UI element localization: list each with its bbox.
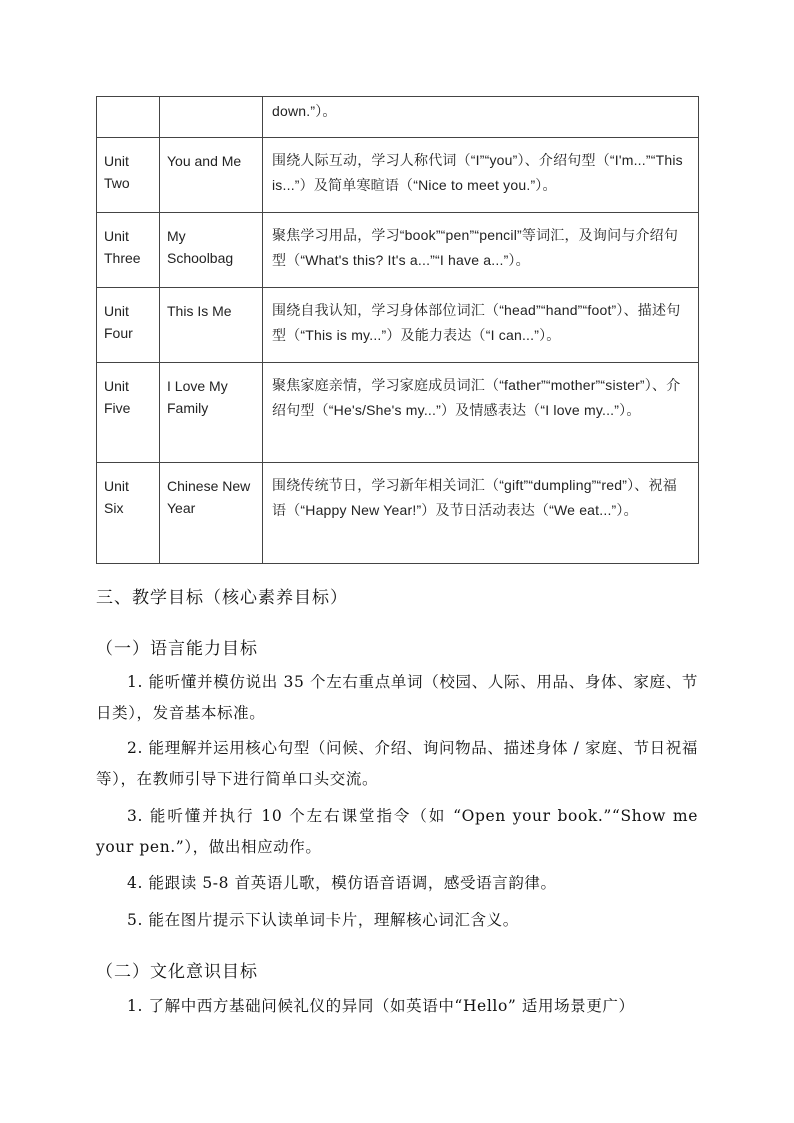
- unit-cell: Unit Six: [97, 463, 160, 564]
- table-row: [97, 138, 699, 213]
- unit-description-cell: 聚焦家庭亲情，学习家庭成员词汇（“father”“mother”“sister”）、介绍句型（“He's/She's my...”）及情感表达（“I love my...”）。: [263, 363, 699, 463]
- language-goal-item: 4. 能跟读 5-8 首英语儿歌，模仿语音语调，感受语言韵律。: [127, 874, 557, 892]
- unit-title-cell: My Schoolbag: [160, 213, 263, 288]
- table-row: [97, 213, 699, 288]
- section-heading: 三、教学目标（核心素养目标）: [96, 588, 348, 608]
- unit-title-cell: You and Me: [160, 138, 263, 213]
- culture-goals-heading: （二）文化意识目标: [96, 962, 258, 982]
- unit-cell: Unit Five: [97, 363, 160, 463]
- unit-cell: Unit Two: [97, 138, 160, 213]
- table-row: [97, 463, 699, 564]
- unit-description-cell: 围绕人际互动，学习人称代词（“I”“you”）、介绍句型（“I'm...”“This is...”）及简单寒暄语（“Nice to meet you.”）。: [263, 138, 699, 213]
- language-goal-item: 3. 能听懂并执行 10 个左右课堂指令（如 “Open your book.”“Show me your pen.”），做出相应动作。: [96, 807, 698, 856]
- table-row: [97, 363, 699, 463]
- culture-goal-item: 1. 了解中西方基础问候礼仪的异同（如英语中“Hello” 适用场景更广）: [127, 997, 635, 1015]
- language-goal-item: 5. 能在图片提示下认读单词卡片，理解核心词汇含义。: [127, 911, 519, 929]
- unit-description-cell: 聚焦学习用品，学习“book”“pen”“pencil”等词汇，及询问与介绍句型（“What's this? It's a...”“I have a...”）。: [263, 213, 699, 288]
- table-row: [97, 97, 699, 138]
- unit-cell: Unit Four: [97, 288, 160, 363]
- unit-title-cell: I Love My Family: [160, 363, 263, 463]
- unit-description-cell: 围绕自我认知，学习身体部位词汇（“head”“hand”“foot”）、描述句型（“This is my...”）及能力表达（“I can...”）。: [263, 288, 699, 363]
- unit-cell: Unit Three: [97, 213, 160, 288]
- unit-title-cell: [160, 97, 263, 138]
- language-goal-item: 1. 能听懂并模仿说出 35 个左右重点单词（校园、人际、用品、身体、家庭、节日类），发音基本标准。: [96, 673, 698, 722]
- unit-description-cell: down.”）。: [263, 97, 699, 138]
- unit-title-cell: This Is Me: [160, 288, 263, 363]
- unit-title-cell: Chinese New Year: [160, 463, 263, 564]
- language-goal-item: 2. 能理解并运用核心句型（问候、介绍、询问物品、描述身体 / 家庭、节日祝福等），在教师引导下进行简单口头交流。: [96, 739, 698, 788]
- unit-cell: [97, 97, 160, 138]
- table-row: [97, 288, 699, 363]
- unit-description-cell: 围绕传统节日，学习新年相关词汇（“gift”“dumpling”“red”）、祝福语（“Happy New Year!”）及节日活动表达（“We eat...”）。: [263, 463, 699, 564]
- units-table: [96, 96, 699, 564]
- language-goals-heading: （一）语言能力目标: [96, 639, 258, 659]
